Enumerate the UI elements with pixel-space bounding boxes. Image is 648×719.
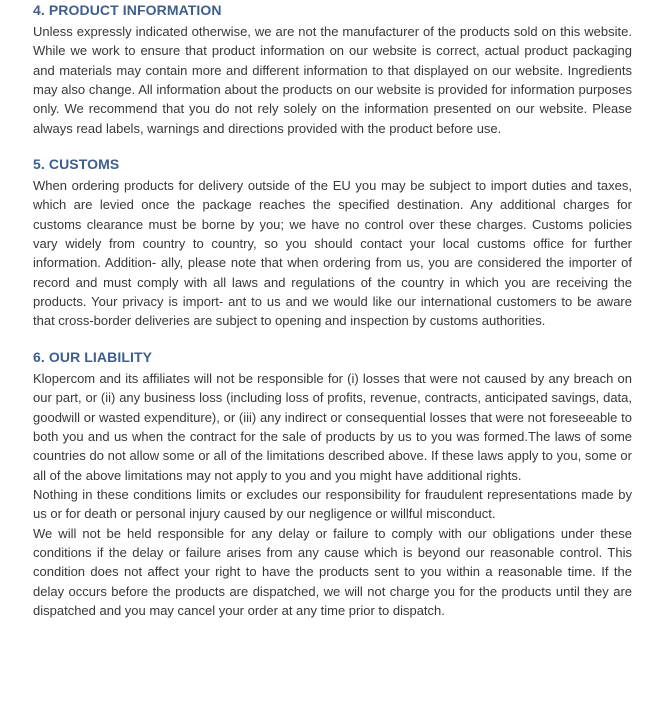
section-product-information bbox=[33, 2, 632, 138]
section-heading-product-information: 4. PRODUCT INFORMATION bbox=[33, 2, 222, 18]
section-paragraph: Nothing in these conditions limits or excludes our responsibility for fraudulent representations made by us or for death or personal injury caused by our negligence or willful misconduct. bbox=[33, 486, 632, 522]
section-paragraph: Unless expressly indicated otherwise, we are not the manufacturer of the products sold on this website. While we work to ensure that product information on our website is correct, actual product packaging and materials may contain more and different information to that displayed on our website. Ingredients may also change. All information about the products on our website is provided for information purposes only. We recommend that you do not rely solely on the information presented on our website. Please always read labels, warnings and directions provided with the product before use. bbox=[33, 24, 632, 136]
section-paragraph: Klopercom and its affiliates will not be responsible for (i) losses that were not caused by any breach on our part, or (ii) any business loss (including loss of profits, revenue, contracts, anticipated savings, data, goodwill or wasted expenditure), or (iii) any indirect or consequential losses that were not foreseeable to both you and us when the contract for the sale of products by us to you was formed.The laws of some countries do not allow some or all of the limitations described above. If these laws apply to you, some or all of the above limitations may not apply to you and you might have additional rights. bbox=[33, 370, 632, 483]
section-paragraph: We will not be held responsible for any delay or failure to comply with our obligations under these conditions if the delay or failure arises from any cause which is beyond our reasonable control. This condition does not affect your right to have the products sent to you within a reasonable time. If the delay occurs before the products are dispatched, we will not charge you for the products until they are dispatched and you may cancel your order at any time prior to dispatch. bbox=[33, 525, 632, 618]
section-heading-our-liability: 6. OUR LIABILITY bbox=[33, 348, 153, 365]
section-paragraph: When ordering products for delivery outside of the EU you may be subject to import duties and taxes, which are levied once the package reaches the specified destination. Any additional charges for customs clearance must be borne by you; we have no control over these charges. Customs policies vary widely from country to country, so you should contact your local customs office for further information. Addition- ally, please note that when ordering from us, you are considered the importer of record and must comply with all laws and regulations of the country in which you are receiving the products. Your privacy is import- ant to us and we would like our international customers to be aware that cross-border deliveries are subject to opening and inspection by customs authorities. bbox=[33, 178, 632, 329]
section-heading-customs: 5. CUSTOMS bbox=[33, 156, 120, 173]
section-our-liability bbox=[33, 349, 632, 620]
section-customs bbox=[33, 156, 632, 331]
